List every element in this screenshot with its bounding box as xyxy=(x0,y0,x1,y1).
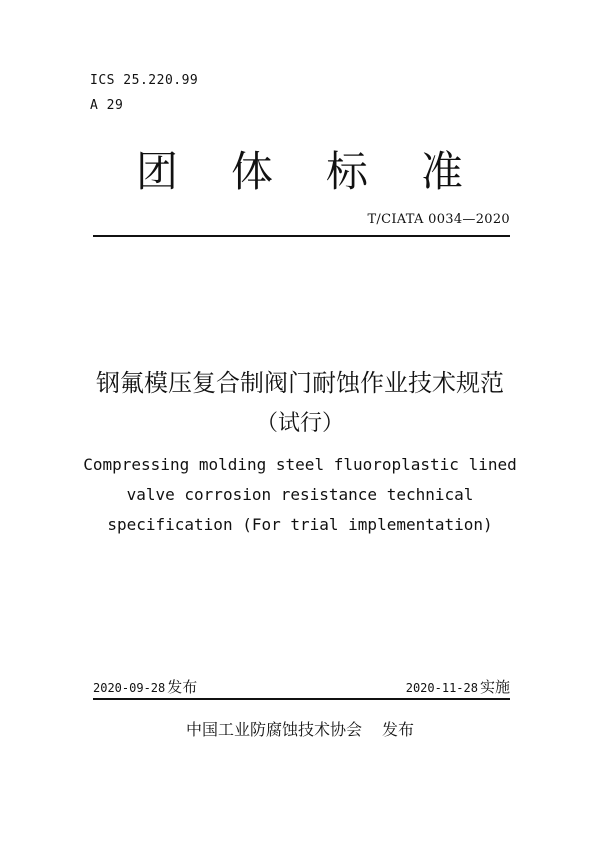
publish-date-block xyxy=(93,676,197,697)
publisher-line xyxy=(0,718,600,742)
title-char-1: 团 xyxy=(136,147,179,196)
implement-date-block xyxy=(406,676,510,697)
chinese-subtitle: （试行） xyxy=(255,411,344,436)
standard-number: T/CIATA 0034—2020 xyxy=(367,212,510,227)
english-title-line-1: Compressing molding steel fluoroplastic lined xyxy=(83,455,517,474)
english-title xyxy=(0,450,600,540)
bottom-divider xyxy=(93,698,510,700)
publish-label: 发布 xyxy=(167,678,198,696)
ccs-code: A 29 xyxy=(90,98,124,113)
document-type-title xyxy=(0,142,600,202)
publisher-action: 发布 xyxy=(382,720,415,739)
publish-date: 2020-09-28 xyxy=(93,681,166,695)
chinese-title: 钢氟模压复合制阀门耐蚀作业技术规范 xyxy=(96,369,504,397)
english-title-line-2: valve corrosion resistance technical xyxy=(126,485,474,504)
title-char-3: 标 xyxy=(326,147,369,196)
english-title-line-3: specification (For trial implementation) xyxy=(107,515,493,534)
implement-date: 2020-11-28 xyxy=(405,681,478,695)
ics-code: ICS 25.220.99 xyxy=(90,73,199,88)
implement-label: 实施 xyxy=(479,678,510,696)
title-char-4: 准 xyxy=(421,147,464,196)
top-divider xyxy=(93,235,510,237)
title-char-2: 体 xyxy=(231,147,274,196)
publisher-organization: 中国工业防腐蚀技术协会 xyxy=(185,720,362,739)
